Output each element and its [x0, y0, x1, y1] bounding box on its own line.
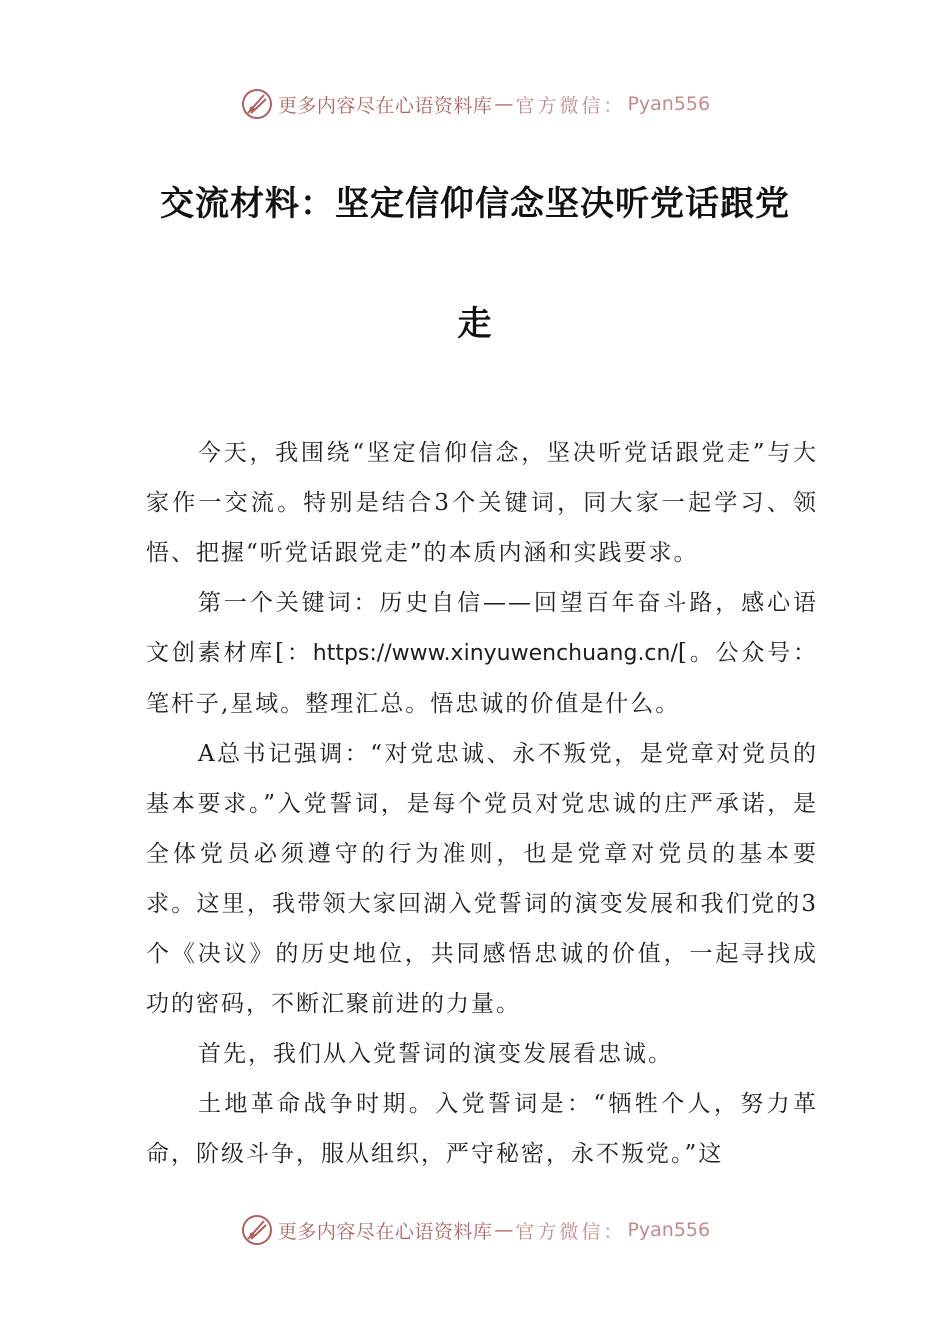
paragraph-land-revolution: 土地革命战争时期。入党誓词是：“牺牲个人，努力革命，阶级斗争，服从组织，严守秘密，永不叛党。”这	[146, 1091, 818, 1167]
paragraph-keyword-1-text: 第一个关键词：历史自信——回望百年奋斗路，感心语文创素材库[：	[146, 590, 818, 666]
watermark-banner-bottom	[0, 1210, 950, 1250]
paragraph-first: 首先，我们从入党誓词的演变发展看忠诚。	[198, 1041, 673, 1067]
paragraph-quote: A总书记强调：“对党忠诚、永不叛党，是党章对党员的基本要求。”入党誓词，是每个党员对党忠诚的庄严承诺，是全体党员必须遵守的行为准则，也是党章对党员的基本要求。这里，我带领大家回湖入党誓词的演变发展和我们党的3个《决议》的历史地位，共同感悟忠诚的价值，一起寻找成功的密码，不断汇聚前进的力量。	[146, 741, 818, 1017]
quill-logo-icon	[240, 87, 274, 121]
paragraph-keyword-1-tail: [。公众号：笔杆子,星域。整理汇总。悟忠诚的价值是什么。	[146, 640, 818, 717]
watermark-wechat-id: Pyan556	[627, 93, 711, 115]
quill-logo-icon	[240, 1213, 274, 1247]
document-title-line-2: 走	[457, 304, 493, 344]
watermark-text: 更多内容尽在心语资料库	[277, 1220, 493, 1243]
document-body	[146, 428, 818, 1179]
watermark-text: 更多内容尽在心语资料库	[277, 94, 493, 117]
watermark-wechat-label: 官方微信：	[515, 1220, 626, 1243]
paragraph-intro: 今天，我围绕“坚定信仰信念，坚决听党话跟党走”与大家作一交流。特别是结合3个关键词，同大家一起学习、领悟、把握“听党话跟党走”的本质内涵和实践要求。	[146, 440, 818, 566]
paragraph-keyword-1	[146, 578, 818, 729]
source-url-link[interactable]: https://www.xinyuwenchuang.cn/	[312, 641, 678, 666]
watermark-dash: —	[494, 1219, 514, 1241]
watermark-wechat-id: Pyan556	[627, 1219, 711, 1241]
watermark-dash: —	[494, 93, 514, 115]
document-title-line-1: 交流材料：坚定信仰信念坚决听党话跟党	[160, 184, 790, 224]
watermark-wechat-label: 官方微信：	[515, 94, 626, 117]
watermark-banner-top	[0, 84, 950, 124]
